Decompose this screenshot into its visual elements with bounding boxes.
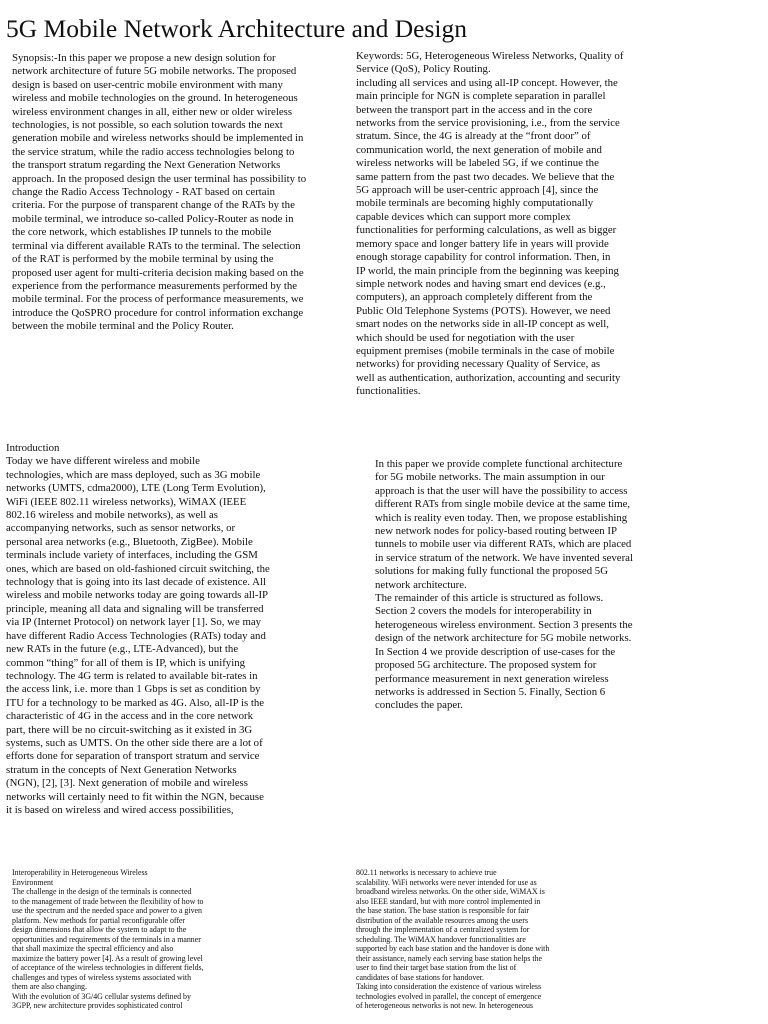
interoperability-section: Interoperability in Heterogeneous Wireless Environment The challenge in the design of the terminals is connected to the management of trade between the flexibility of how to use the spectrum and the needed space and power to a given platform. New methods for partial reconfigurable offer design dimensions that allow the system to adapt to the opportunities and requirements of the terminals in a manner that shall maximize the spectral efficiency and also maximize the battery power [4]. As a result of growing level of acceptance of the wireless technologies in different fields, challenges and types of wireless systems associated with them are also changing. With the evolution of 3G/4G cellular systems defined by 3GPP, new architecture provides sophisticated control [12,868,204,1010]
keywords-and-continuation-text: Keywords: 5G, Heterogeneous Wireless Networks, Quality of Service (QoS), Policy Routing. including all services and using all-IP concept. However, the main principle for NGN is complete separation in parallel between the transport part in the access and in the core networks from the service provisioning, i.e., from the service stratum. Since, the 4G is already at the “front door” of communication world, the next generation of mobile and wireless networks will be labeled 5G, if we continue the same pattern from the past two decades. We believe that the 5G approach will be user-centric approach [4], since the mobile terminals are becoming highly computationally capable devices which can support more complex functionalities for performing calculations, as well as bigger memory space and longer battery life in years will provide enough storage capability for control information. Then, in IP world, the main principle from the beginning was keeping simple network nodes and having smart end devices (e.g., computers), an approach completely different from the Public Old Telephone Systems (POTS). However, we need smart nodes on the networks side in all-IP concept as well, which should be used for negotiation with the user equipment premises (mobile terminals in the case of mobile networks) for providing necessary Quality of Service, as well as authentication, authorization, accounting and security functionalities. [356,50,624,398]
paper-title: 5G Mobile Network Architecture and Design [6,14,468,43]
paper-structure-section: In this paper we provide complete functional architecture for 5G mobile networks. The main assumption in our approach is that the user will have the possibility to access different RATs from single mobile device at the same time, which is reality even today. Then, we propose establishing new network nodes for policy-based routing between IP tunnels to mobile user via different RATs, which are placed in service stratum of the network. We have invented several solutions for making fully functional the proposed 5G network architecture. The remainder of this article is structured as follows. Section 2 covers the models for interoperability in heterogeneous wireless environment. Section 3 presents the design of the network architecture for 5G mobile networks. In Section 4 we provide description of use-cases for the proposed 5G architecture. The proposed system for performance measurement in next generation wireless networks is addressed in Section 5. Finally, Section 6 concludes the paper. [375,458,633,712]
introduction-section: Introduction Today we have different wireless and mobile technologies, which are mass deployed, such as 3G mobile networks (UMTS, cdma2000), LTE (Long Term Evolution), WiFi (IEEE 802.11 wireless networks), WiMAX (IEEE 802.16 wireless and mobile networks), as well as accompanying networks, such as sensor networks, or personal area networks (e.g., Bluetooth, ZigBee). Mobile terminals include variety of interfaces, including the GSM ones, which are based on old-fashioned circuit switching, the technology that is going into its last decade of existence. All wireless and mobile networks today are going towards all-IP principle, meaning all data and signaling will be transferred via IP (Internet Protocol) on network layer [1]. So, we may have different Radio Access Technologies (RATs) today and new RATs in the future (e.g., LTE-Advanced), but the common “thing” for all of them is IP, which is unifying technology. The 4G term is related to available bit-rates in the access link, i.e. more than 1 Gbps is set as condition by ITU for a technology to be marked as 4G. Also, all-IP is the characteristic of 4G in the access and in the core network part, there will be no circuit-switching as it existed in 3G systems, such as UMTS. On the other side there are a lot of efforts done for separation of transport stratum and service stratum in the concepts of Next Generation Networks (NGN), [2], [3]. Next generation of mobile and wireless networks will certainly need to fit within the NGN, because it is based on wireless and wired access possibilities, [6,442,270,816]
wimax-section: 802.11 networks is necessary to achieve true scalability. WiFi networks were never intended for use as broadband wireless networks. On the other side, WiMAX is also IEEE standard, but with more control implemented in the base station. The base station is responsible for fair distribution of the available resources among the users through the implementation of a centralized system for scheduling. The WiMAX handover functionalities are supported by each base station and the handover is done with their assistance, namely each serving base station helps the user to find their target base station from the list of candidates of base stations for handover. Taking into consideration the existence of various wireless technologies evolved in parallel, the concept of emergence of heterogeneous networks is not new. In heterogeneous [356,868,550,1010]
abstract-text: Synopsis:-In this paper we propose a new design solution for network architecture of future 5G mobile networks. The proposed design is based on user-centric mobile environment with many wireless and mobile technologies on the ground. In heterogeneous wireless environment changes in all, either new or older wireless technologies, is not possible, so each solution towards the next generation mobile and wireless networks should be implemented in the service stratum, while the radio access technologies belong to the transport stratum regarding the Next Generation Networks approach. In the proposed design the user terminal has possibility to change the Radio Access Technology - RAT based on certain criteria. For the purpose of transparent change of the RATs by the mobile terminal, we introduce so-called Policy-Router as node in the core network, which establishes IP tunnels to the mobile terminal via different available RATs to the terminal. The selection of the RAT is performed by the mobile terminal by using the proposed user agent for multi-criteria decision making based on the experience from the performance measurements performed by the mobile terminal. For the process of performance measurements, we introduce the QoSPRO procedure for control information exchange between the mobile terminal and the Policy Router. [12,52,307,333]
